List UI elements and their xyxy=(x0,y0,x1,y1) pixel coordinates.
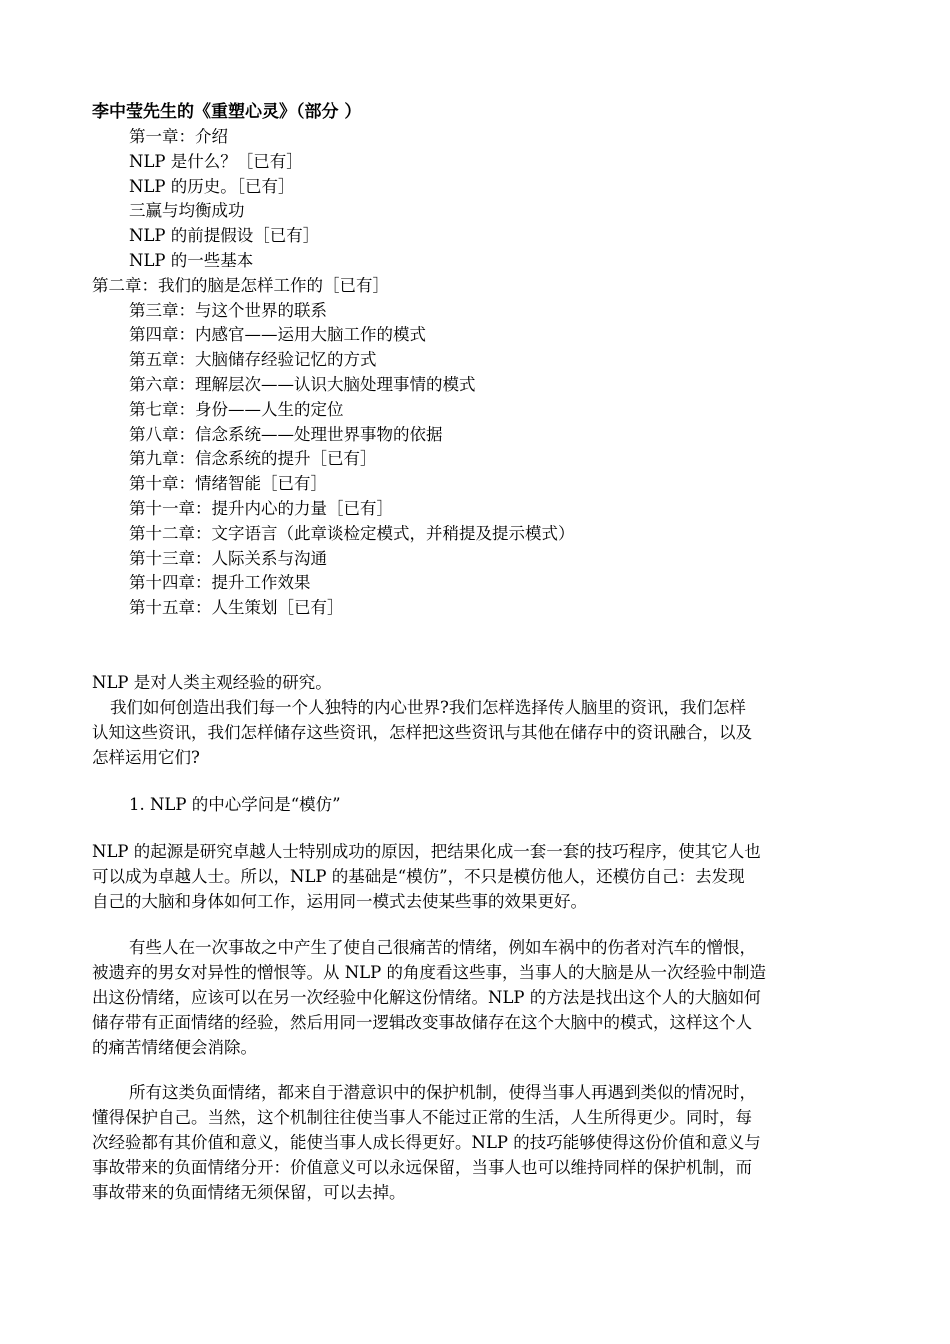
section-heading: 1. NLP 的中心学问是“模仿” xyxy=(129,795,341,814)
paragraph-line: NLP 的起源是研究卓越人士特别成功的原因，把结果化成一套一套的技巧程序，使其它人也 xyxy=(92,842,761,861)
paragraph-line: 可以成为卓越人士。所以，NLP 的基础是“模仿”，不只是模仿他人，还模仿自己：去发现 xyxy=(92,867,745,886)
paragraph-line: 所有这类负面情绪，都来自于潜意识中的保护机制，使得当事人再遇到类似的情况时， xyxy=(129,1083,756,1102)
toc-entry: 第三章：与这个世界的联系 xyxy=(129,300,327,320)
toc-entry: 第十二章：文字语言（此章谈检定模式，并稍提及提示模式） xyxy=(129,523,575,543)
paragraph-line: 的痛苦情绪便会消除。 xyxy=(92,1038,257,1057)
table-of-contents xyxy=(92,125,575,621)
paragraph-line: 储存带有正面情绪的经验，然后用同一逻辑改变事故储存在这个大脑中的模式，这样这个人 xyxy=(92,1013,752,1032)
toc-entry: 第五章：大脑储存经验记忆的方式 xyxy=(129,350,377,370)
toc-entry: 第九章：信念系统的提升［已有］ xyxy=(129,449,377,469)
toc-entry: 第六章：理解层次——认识大脑处理事情的模式 xyxy=(129,374,476,394)
paragraph-line: 出这份情绪，应该可以在另一次经验中化解这份情绪。NLP 的方法是找出这个人的大脑如何 xyxy=(92,988,761,1007)
toc-entry: 第十一章：提升内心的力量［已有］ xyxy=(129,498,393,518)
toc-entry: 第二章：我们的脑是怎样工作的［已有］ xyxy=(92,275,389,295)
paragraph-line: 懂得保护自己。当然，这个机制往往使当事人不能过正常的生活，人生所得更少。同时，每 xyxy=(92,1108,752,1127)
toc-entry: 第十五章：人生策划［已有］ xyxy=(129,598,344,618)
intro-line: 我们如何创造出我们每一个人独特的内心世界?我们怎样选择传人脑里的资讯，我们怎样 xyxy=(110,698,746,717)
paragraph-line: 自己的大脑和身体如何工作，运用同一模式去使某些事的效果更好。 xyxy=(92,892,587,911)
paragraph-line: 次经验都有其价值和意义，能使当事人成长得更好。NLP 的技巧能够使得这份价值和意义与 xyxy=(92,1133,761,1152)
toc-entry: 第十三章：人际关系与沟通 xyxy=(129,548,327,568)
paragraph-2 xyxy=(92,935,858,1060)
document-title: 李中莹先生的《重塑心灵》（部分 ） xyxy=(92,102,362,122)
toc-entry: 第十四章：提升工作效果 xyxy=(129,573,311,593)
intro-line: 怎样运用它们? xyxy=(92,748,200,767)
paragraph-line: 事故带来的负面情绪无须保留，可以去掉。 xyxy=(92,1183,406,1202)
intro-paragraph xyxy=(92,670,858,770)
toc-entry: NLP 的一些基本 xyxy=(129,250,254,270)
paragraph-3 xyxy=(92,1080,858,1205)
toc-entry: NLP 的前提假设［已有］ xyxy=(129,226,320,246)
intro-line: NLP 是对人类主观经验的研究。 xyxy=(92,673,332,692)
toc-entry: NLP 是什么？［已有］ xyxy=(129,151,303,171)
toc-entry: 第四章：内感官——运用大脑工作的模式 xyxy=(129,325,426,345)
toc-entry: 三赢与均衡成功 xyxy=(129,201,245,221)
paragraph-line: 有些人在一次事故之中产生了使自己很痛苦的情绪，例如车祸中的伤者对汽车的憎恨， xyxy=(129,938,756,957)
paragraph-line: 被遗弃的男女对异性的憎恨等。从 NLP 的角度看这些事，当事人的大脑是从一次经验中制造 xyxy=(92,963,766,982)
toc-entry: 第七章：身份——人生的定位 xyxy=(129,399,344,419)
paragraph-1 xyxy=(92,839,858,914)
toc-entry: 第十章：情绪智能［已有］ xyxy=(129,474,327,494)
toc-entry: NLP 的历史。［已有］ xyxy=(129,176,295,196)
toc-entry: 第一章：介绍 xyxy=(129,127,228,146)
toc-entry: 第八章：信念系统——处理世界事物的依据 xyxy=(129,424,443,444)
intro-line: 认知这些资讯，我们怎样储存这些资讯，怎样把这些资讯与其他在储存中的资讯融合，以及 xyxy=(92,723,752,742)
paragraph-line: 事故带来的负面情绪分开：价值意义可以永远保留，当事人也可以维持同样的保护机制，而 xyxy=(92,1158,752,1177)
